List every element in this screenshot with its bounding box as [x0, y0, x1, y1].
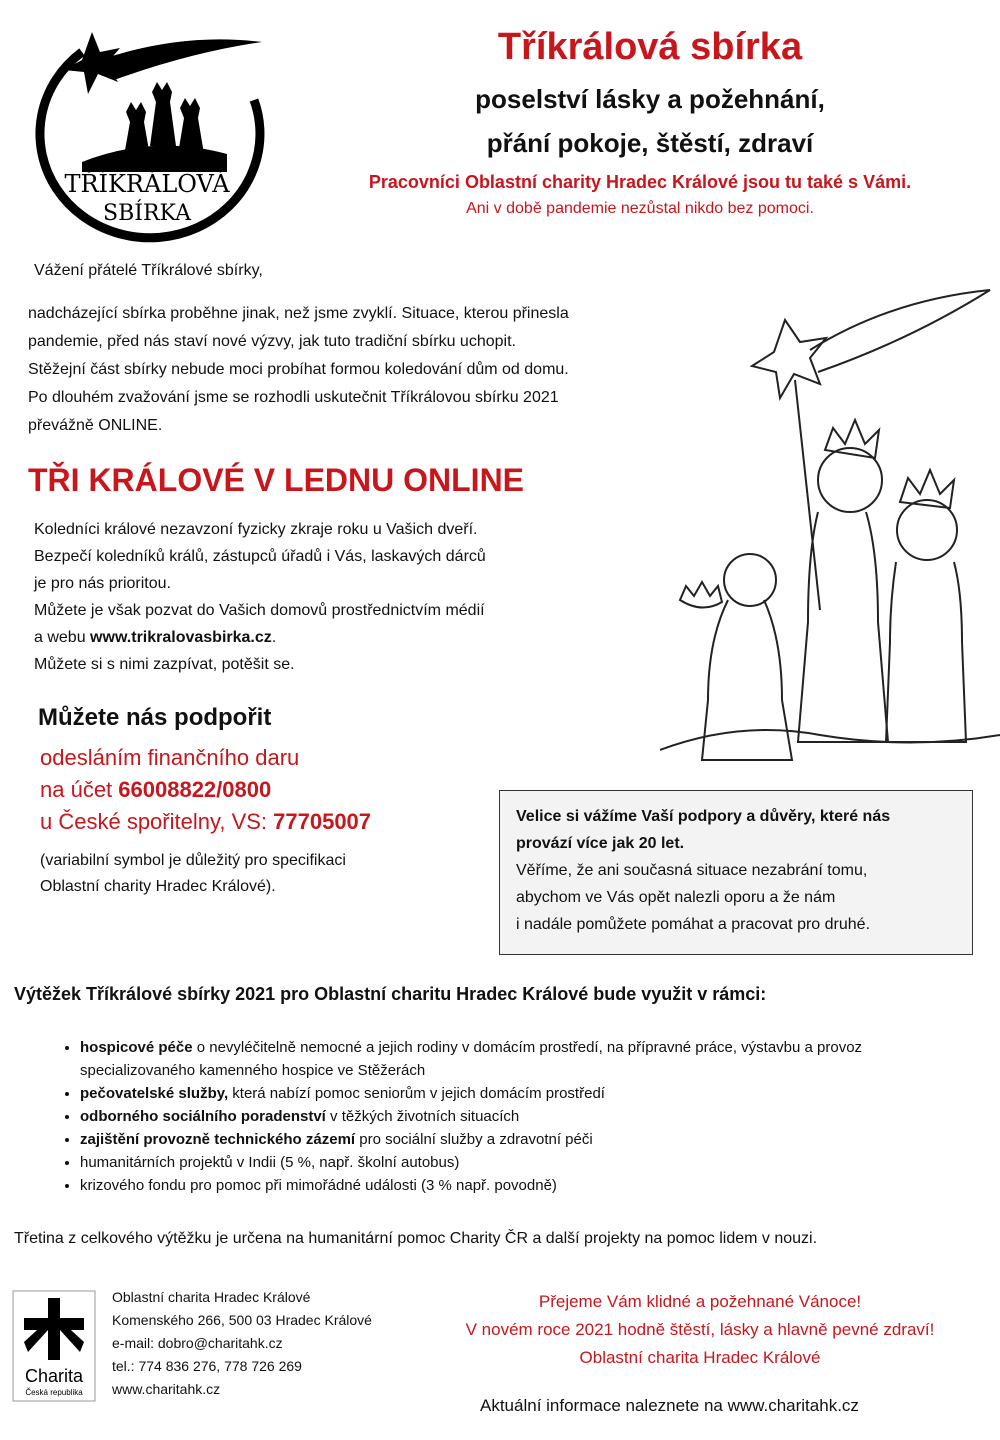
- item-text: která nabízí pomoc seniorům v jejich domácím prostředí: [228, 1085, 605, 1102]
- list-item: [80, 1128, 920, 1151]
- subtitle-2: přání pokoje, štěstí, zdraví: [486, 128, 814, 158]
- intro-line: Po dlouhém zvažování jsme se rozhodli uskutečnit Tříkrálovou sbírku 2021: [28, 389, 559, 406]
- trikralova-web-link[interactable]: www.trikralovasbirka.cz: [90, 629, 272, 646]
- note-line: Oblastní charity Hradec Králové).: [40, 878, 276, 895]
- wishes-block: [410, 1288, 990, 1372]
- box-line: i nadále pomůžete pomáhat a pracovat pro druhé.: [516, 916, 871, 933]
- item-text: krizového fondu pro pomoc při mimořádné události (3 % např. povodně): [80, 1177, 557, 1194]
- box-line: abychom ve Vás opět nalezli oporu a že nám: [516, 889, 836, 906]
- contact-block: [112, 1286, 372, 1401]
- contact-email[interactable]: e-mail: dobro@charitahk.cz: [112, 1335, 283, 1351]
- greeting: Vážení přátelé Tříkrálové sbírky,: [34, 262, 263, 279]
- subtitle-1: poselství lásky a požehnání,: [475, 84, 825, 114]
- online-line: Bezpečí koledníků králů, zástupců úřadů i Vás, laskavých dárců: [34, 548, 486, 565]
- item-text: v těžkých životních situacích: [325, 1108, 520, 1125]
- account-label: na účet: [40, 777, 119, 802]
- donation-line: [40, 774, 371, 806]
- online-line5-pre: a webu: [34, 629, 91, 646]
- thanks-box: [499, 790, 973, 955]
- box-line: Věříme, že ani současná situace nezabrání tomu,: [516, 862, 868, 879]
- online-line: [34, 624, 614, 651]
- list-item: [80, 1036, 920, 1082]
- item-text: humanitárních projektů v Indii (5 %, např. školní autobus): [80, 1154, 460, 1171]
- tagline-1: Pracovníci Oblastní charity Hradec Králové jsou tu také s Vámi.: [368, 172, 912, 192]
- box-line: [516, 803, 956, 830]
- contact-tel: tel.: 774 836 276, 778 726 269: [112, 1358, 302, 1374]
- list-item: [80, 1082, 920, 1105]
- contact-address: Komenského 266, 500 03 Hradec Králové: [112, 1312, 372, 1328]
- use-heading: Výtěžek Tříkrálové sbírky 2021 pro Oblastní charitu Hradec Králové bude využit v rámci:: [14, 984, 767, 1004]
- online-heading: TŘI KRÁLOVÉ V LEDNU ONLINE: [28, 462, 525, 498]
- three-kings-illustration: [660, 280, 1000, 780]
- contact-org: Oblastní charita Hradec Králové: [112, 1289, 311, 1305]
- box-line: [516, 830, 956, 857]
- logo-text-line1: TŘÍKRÁLOVÁ: [64, 170, 230, 198]
- tagline-2: Ani v době pandemie nezůstal nikdo bez pomoci.: [466, 200, 814, 217]
- item-bold: odborného sociálního poradenství: [80, 1108, 326, 1125]
- wish-line: Přejeme Vám klidné a požehnané Vánoce!: [538, 1292, 862, 1311]
- contact-web[interactable]: www.charitahk.cz: [112, 1381, 221, 1397]
- donation-note: [40, 848, 346, 900]
- online-line: je pro nás prioritou.: [34, 575, 171, 592]
- page-title: Tříkrálová sbírka: [497, 26, 803, 68]
- charita-logo-name: Charita: [24, 1366, 84, 1386]
- info-line: Aktuální informace naleznete na www.charitahk.cz: [480, 1396, 859, 1415]
- trikralova-sbirka-logo: [22, 22, 272, 247]
- donation-line: [40, 806, 371, 838]
- proceeds-footer: Třetina z celkového výtěžku je určena na humanitární pomoc Charity ČR a další projekty na pomoc lidem v nouzi.: [14, 1230, 818, 1247]
- intro-line: převážně ONLINE.: [28, 417, 163, 434]
- intro-line: Stěžejní část sbírky nebude moci probíhat formou koledování dům od domu.: [28, 361, 569, 378]
- account-number: 66008822/0800: [118, 777, 272, 802]
- variable-symbol: 77705007: [273, 809, 372, 834]
- donation-line: odesláním finančního daru: [40, 745, 300, 770]
- wish-line: V novém roce 2021 hodně štěstí, lásky a hlavně pevné zdraví!: [465, 1320, 935, 1339]
- support-heading: Můžete nás podpořit: [38, 704, 272, 731]
- online-line: Můžete je však pozvat do Vašich domovů prostřednictvím médií: [34, 602, 485, 619]
- box-bold-1: Velice si vážíme Vaší podpory a důvěry, které nás: [516, 808, 891, 825]
- note-line: (variabilní symbol je důležitý pro specifikaci: [40, 852, 346, 869]
- charita-logo: [12, 1290, 96, 1402]
- online-line: Můžete si s nimi zazpívat, potěšit se.: [34, 656, 295, 673]
- intro-line: nadcházející sbírka proběhne jinak, než jsme zvyklí. Situace, kterou přinesla: [28, 305, 569, 322]
- item-text: pro sociální služby a zdravotní péči: [355, 1131, 593, 1148]
- intro-paragraph: [28, 300, 708, 440]
- list-item: [80, 1105, 920, 1128]
- item-text: o nevyléčitelně nemocné a jejich rodiny v domácím prostředí, na přípravné práce, výstavbu a provoz specializovaného kamenného hospice ve Stěžerách: [80, 1039, 863, 1079]
- list-item: [80, 1174, 920, 1197]
- online-line: Koledníci králové nezavzoní fyzicky zkraje roku u Vašich dveří.: [34, 521, 478, 538]
- vs-label: u České spořitelny, VS:: [40, 809, 274, 834]
- item-bold: zajištění provozně technického zázemí: [80, 1131, 356, 1148]
- wish-line: Oblastní charita Hradec Králové: [579, 1348, 821, 1367]
- item-bold: pečovatelské služby,: [80, 1085, 229, 1102]
- box-bold-2: provází více jak 20 let.: [516, 835, 685, 852]
- charita-logo-country: Česká republika: [25, 1388, 83, 1397]
- logo-text-line2: SBÍRKA: [103, 201, 191, 226]
- online-paragraph: [34, 516, 614, 678]
- online-line5-post: .: [271, 629, 277, 646]
- use-list: [40, 1036, 920, 1197]
- donation-info: [40, 742, 371, 838]
- intro-line: pandemie, před nás staví nové výzvy, jak tuto tradiční sbírku uchopit.: [28, 333, 516, 350]
- item-bold: hospicové péče: [80, 1039, 193, 1056]
- list-item: [80, 1151, 920, 1174]
